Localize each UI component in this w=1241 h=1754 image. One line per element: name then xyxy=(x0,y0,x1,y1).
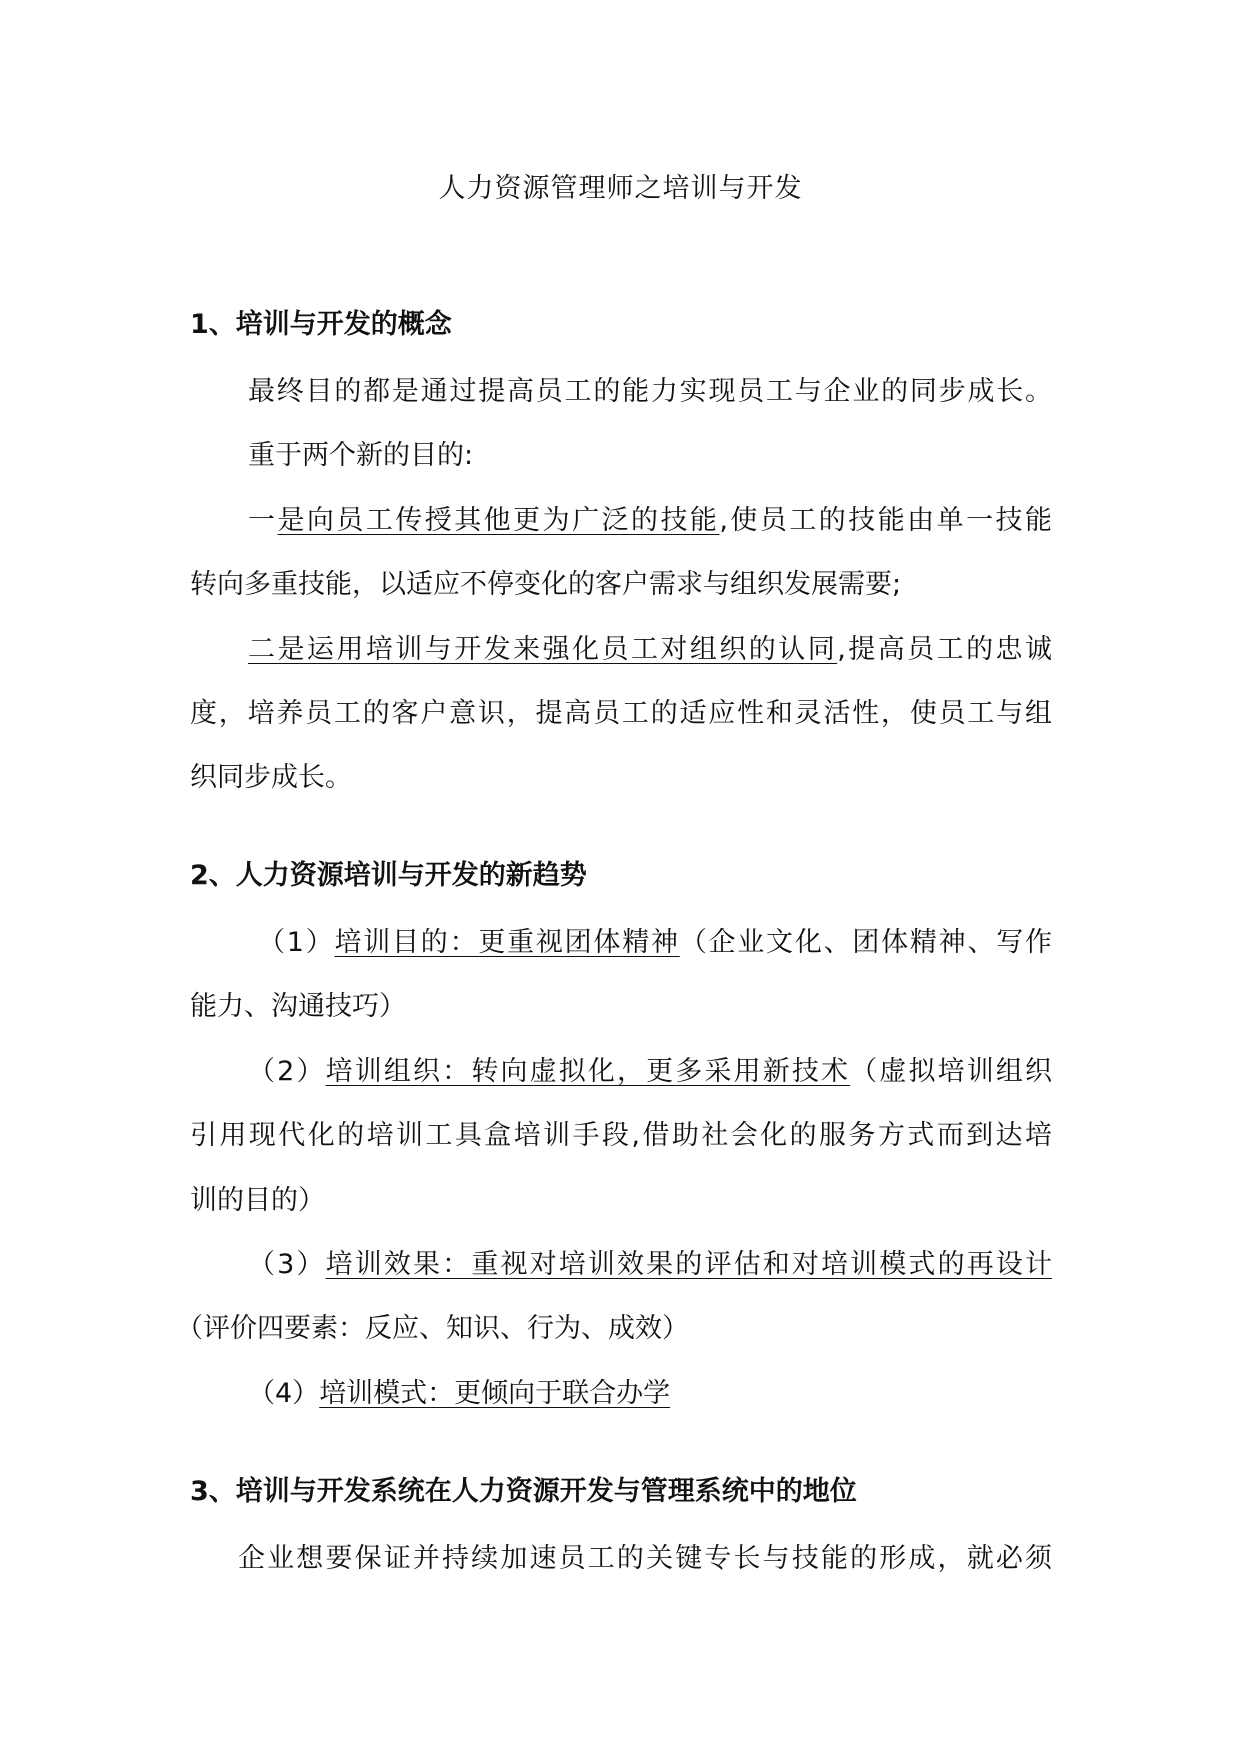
document-title: 人力资源管理师之培训与开发 xyxy=(438,173,803,204)
section-2-item-4 xyxy=(248,1371,1110,1410)
section-1-heading: 1、培训与开发的概念 xyxy=(190,309,452,340)
item-4-underlined: 培训模式：更倾向于联合办学 xyxy=(319,1378,671,1409)
section-2-item-3-cont: （评价四要素：反应、知识、行为、成效） xyxy=(176,1313,689,1344)
section-2-heading: 2、人力资源培训与开发的新趋势 xyxy=(190,860,587,891)
point-2-rest: ,提高员工的忠诚 xyxy=(837,634,1053,665)
section-1-point-2-cont-2: 织同步成长。 xyxy=(190,762,352,793)
item-3-number: （3） xyxy=(248,1249,326,1280)
item-1-number: （1） xyxy=(258,927,335,958)
point-1-rest: ,使员工的技能由单一技能 xyxy=(719,505,1053,536)
point-2-underlined: 二是运用培训与开发来强化员工对组织的认同 xyxy=(248,634,838,665)
section-1-point-1 xyxy=(248,498,1052,534)
item-1-rest: （企业文化、团体精神、写作 xyxy=(679,927,1052,958)
section-1-point-2-cont-1: 度，培养员工的客户意识，提高员工的适应性和灵活性，使员工与组 xyxy=(190,698,1052,729)
item-2-rest: （虚拟培训组织 xyxy=(850,1056,1053,1087)
section-1-point-2 xyxy=(248,627,1052,663)
section-3-paragraph-1: 企业想要保证并持续加速员工的关键专长与技能的形成，就必须 xyxy=(238,1543,1052,1574)
section-3-heading: 3、培训与开发系统在人力资源开发与管理系统中的地位 xyxy=(190,1476,857,1507)
section-2-item-3 xyxy=(248,1242,1052,1278)
section-1-paragraph-2: 重于两个新的目的: xyxy=(248,440,474,471)
item-3-underlined: 培训效果：重视对培训效果的评估和对培训模式的再设计 xyxy=(325,1249,1052,1280)
section-1-point-1-cont: 转向多重技能，以适应不停变化的客户需求与组织发展需要; xyxy=(190,569,902,600)
point-1-underlined: 是向员工传授其他更为广泛的技能 xyxy=(277,505,720,536)
section-2-item-2 xyxy=(248,1049,1052,1085)
section-2-item-2-cont-1: 引用现代化的培训工具盒培训手段,借助社会化的服务方式而到达培 xyxy=(190,1120,1052,1151)
item-2-number: （2） xyxy=(248,1056,326,1087)
section-2-item-1-cont: 能力、沟通技巧） xyxy=(190,991,406,1022)
point-1-prefix: 一 xyxy=(248,505,278,536)
section-1-paragraph-1: 最终目的都是通过提高员工的能力实现员工与企业的同步成长。 xyxy=(248,376,1052,407)
section-2-item-1 xyxy=(258,920,1052,956)
item-2-underlined: 培训组织：转向虚拟化，更多采用新技术 xyxy=(325,1056,851,1087)
item-1-underlined: 培训目的：更重视团体精神 xyxy=(334,927,680,958)
item-4-number: （4） xyxy=(248,1378,320,1409)
section-2-item-2-cont-2: 训的目的） xyxy=(190,1185,325,1216)
